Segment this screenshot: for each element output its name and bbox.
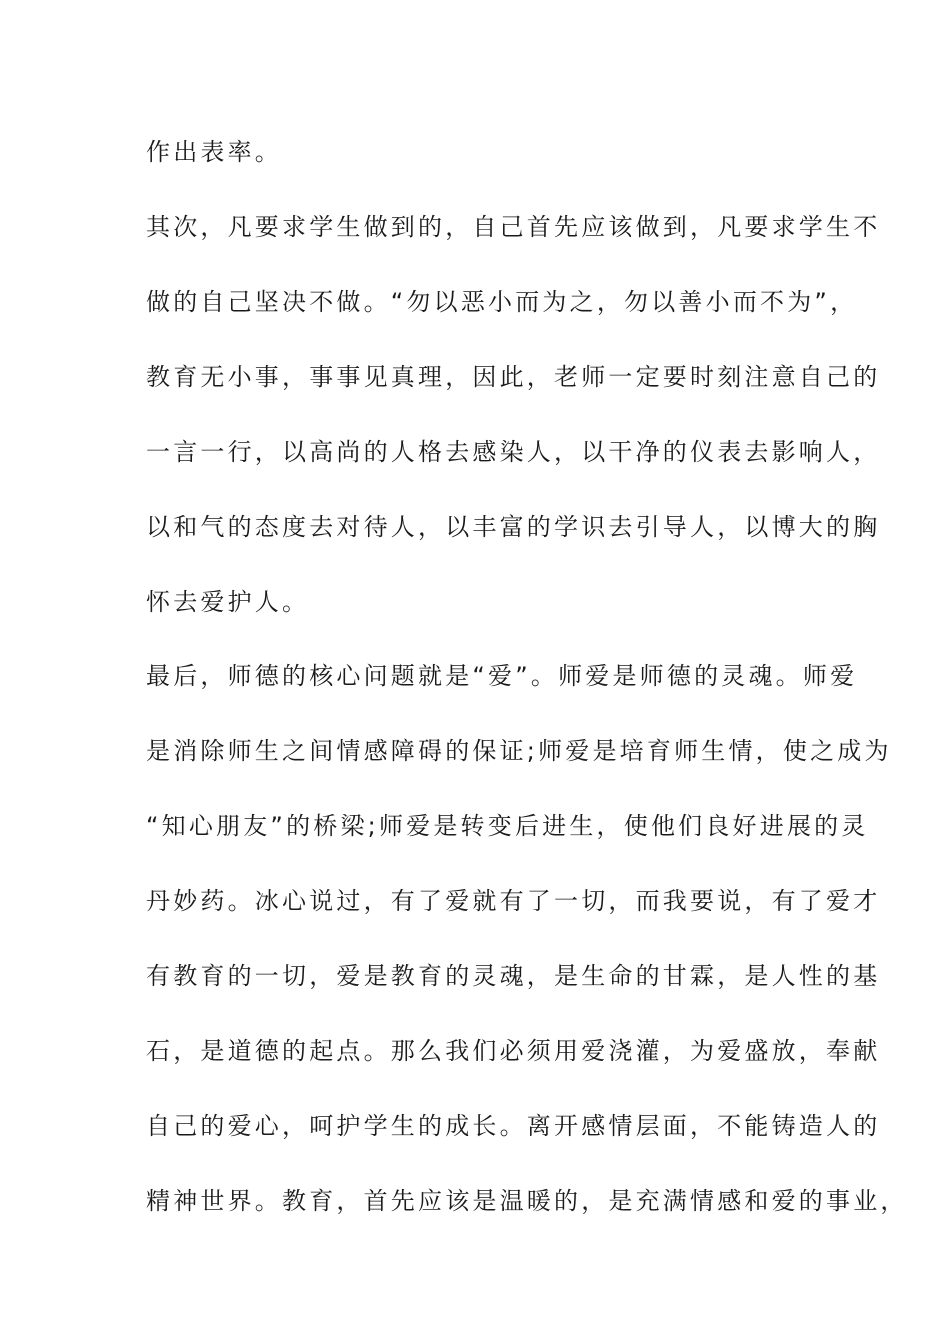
text-line: 以和气的态度去对待人，以丰富的学识去引导人，以博大的胸	[146, 513, 881, 541]
text-line: 一言一行，以高尚的人格去感染人，以干净的仪表去影响人，	[146, 438, 881, 466]
text-line: 最后，师德的核心问题就是“爱”。师爱是师德的灵魂。师爱	[146, 662, 858, 690]
text-line: 丹妙药。冰心说过，有了爱就有了一切，而我要说，有了爱才	[146, 887, 881, 915]
text-line: 石，是道德的起点。那么我们必须用爱浇灌，为爱盛放，奉献	[146, 1037, 881, 1065]
text-line: 其次，凡要求学生做到的，自己首先应该做到，凡要求学生不	[146, 213, 881, 241]
text-line: 精神世界。教育，首先应该是温暖的，是充满情感和爱的事业，	[146, 1187, 908, 1215]
text-line: 做的自己坚决不做。“勿以恶小而为之，勿以善小而不为”，	[146, 288, 858, 316]
text-line: 作出表率。	[146, 138, 282, 166]
text-line: 自己的爱心，呵护学生的成长。离开感情层面，不能铸造人的	[146, 1112, 881, 1140]
text-line: 怀去爱护人。	[146, 588, 310, 616]
text-line: “知心朋友”的桥梁;师爱是转变后进生，使他们良好进展的灵	[146, 812, 869, 840]
text-line: 教育无小事，事事见真理，因此，老师一定要时刻注意自己的	[146, 363, 881, 391]
text-line: 有教育的一切，爱是教育的灵魂，是生命的甘霖，是人性的基	[146, 962, 881, 990]
text-line: 是消除师生之间情感障碍的保证;师爱是培育师生情，使之成为	[146, 737, 892, 765]
